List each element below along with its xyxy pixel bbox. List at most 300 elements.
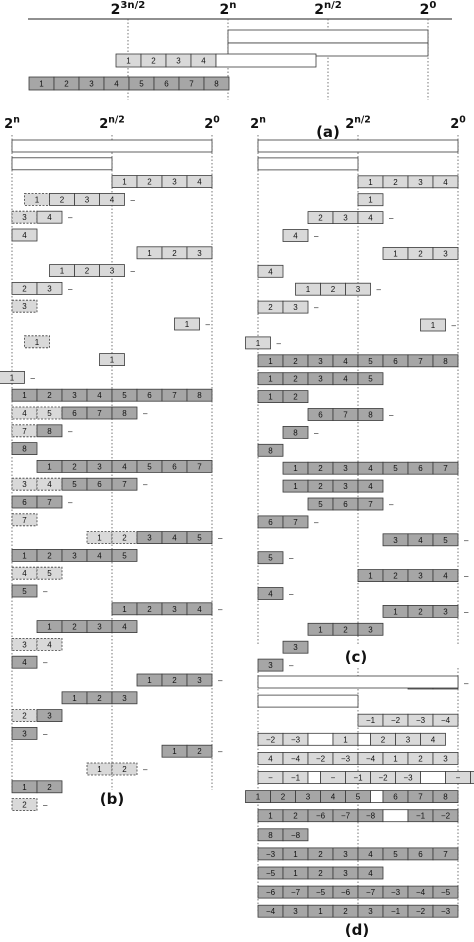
panel-a-header-0: $2^{3n/2}$ [110, 0, 146, 18]
continuation-mark: – [143, 480, 148, 490]
segment-cell-label: −2 [415, 907, 426, 917]
segment-cell-label: −3 [415, 716, 426, 726]
segment-cell-label: 3 [443, 754, 448, 764]
segment-cell-label: 8 [268, 446, 273, 456]
segment-cell-label: 7 [197, 462, 202, 472]
panel-b-header-0: 2$^n$ [4, 114, 20, 132]
panel-b-header-2: $2^0$ [204, 114, 220, 132]
segment-cell-label: 6 [72, 409, 77, 418]
open-range-box [358, 733, 371, 745]
segment-cell-label: 3 [418, 571, 423, 581]
segment-cell-label: 3 [172, 177, 177, 187]
continuation-mark: – [314, 428, 319, 438]
segment-cell-label: 4 [368, 869, 373, 878]
segment-cell-label: 1 [268, 356, 273, 366]
segment-cell-label: −1 [390, 907, 401, 917]
segment-cell-label: 1 [368, 177, 373, 187]
continuation-mark: – [130, 195, 135, 205]
segment-cell-label: 7 [418, 356, 423, 366]
segment-cell-label: 3 [405, 735, 411, 745]
open-range-box [383, 810, 408, 822]
continuation-mark: – [376, 285, 381, 295]
segment-cell-label: 4 [330, 792, 336, 802]
segment-cell-label: 4 [122, 622, 127, 632]
segment-cell-label: 5 [47, 409, 52, 418]
segment-cell-label: −4 [440, 716, 451, 726]
panel-c-header-0: 2$^n$ [250, 114, 266, 132]
continuation-mark: – [464, 535, 469, 545]
segment-cell-label: −6 [340, 888, 351, 898]
segment-cell-label: 4 [343, 374, 348, 384]
segment-cell-label: 1 [22, 782, 27, 792]
segment-cell-label: −4 [265, 907, 276, 917]
segment-cell-label: 1 [293, 849, 298, 859]
segment-cell-label: 4 [268, 267, 273, 277]
segment-cell-label: 7 [22, 426, 27, 436]
segment-cell-label: 1 [34, 195, 40, 205]
segment-cell-label: 2 [197, 747, 202, 757]
segment-cell-label: 1 [126, 56, 131, 66]
segment-cell-label: 2 [318, 482, 323, 492]
segment-cell-label: 1 [293, 482, 298, 492]
segment-cell-label: 4 [114, 79, 119, 89]
segment-cell-label: 4 [47, 480, 52, 490]
segment-cell-label: 2 [343, 907, 348, 917]
panel-a-header-2: $2^{n/2}$ [314, 0, 342, 18]
segment-cell-label: 8 [443, 792, 448, 802]
continuation-mark: – [30, 373, 35, 383]
segment-cell-label: −3 [403, 773, 413, 783]
segment-cell-label: 2 [293, 392, 298, 402]
segment-cell-label: 4 [22, 569, 27, 579]
segment-cell-label: 6 [147, 391, 152, 401]
segment-cell-label: 4 [293, 231, 298, 241]
segment-cell-label: 3 [109, 266, 115, 276]
continuation-mark: – [68, 284, 73, 294]
continuation-mark: – [451, 321, 456, 330]
segment-cell-label: 6 [418, 849, 423, 859]
segment-cell-label: 6 [97, 480, 102, 490]
segment-cell-label: 4 [47, 640, 52, 650]
segment-cell-label: 2 [318, 213, 323, 223]
segment-cell-label: −1 [365, 716, 376, 726]
segment-cell-label: 2 [72, 622, 77, 632]
segment-cell-label: −2 [315, 754, 326, 764]
continuation-mark: – [464, 571, 469, 581]
segment-cell-label: 2 [380, 735, 386, 745]
segment-cell-label: 1 [268, 374, 273, 384]
continuation-mark: – [314, 231, 319, 241]
segment-cell-label: 8 [268, 830, 273, 840]
continuation-mark: – [43, 658, 48, 668]
segment-cell-label: −3 [265, 849, 276, 859]
segment-cell-label: 2 [293, 374, 298, 384]
segment-cell-label: 4 [443, 571, 448, 581]
segment-cell-label: 1 [47, 622, 52, 632]
segment-cell-label: −4 [365, 754, 376, 764]
segment-cell-label: 7 [172, 391, 177, 401]
segment-cell-label: 1 [343, 735, 348, 745]
panel-a-header-1: 2$^n$ [219, 0, 237, 18]
segment-cell-label: 3 [318, 374, 323, 384]
segment-cell-label: 4 [47, 213, 52, 223]
segment-cell-label: 1 [97, 533, 102, 543]
segment-cell-label: 8 [122, 409, 127, 418]
continuation-mark: – [289, 553, 294, 563]
segment-cell-label: 4 [443, 177, 448, 187]
segment-cell-label: 7 [443, 464, 448, 474]
segment-cell-label: 8 [214, 79, 219, 89]
segment-cell-label: 3 [293, 643, 298, 653]
continuation-mark: – [464, 679, 469, 688]
segment-cell-label: 3 [84, 195, 90, 205]
segment-cell-label: 3 [22, 213, 27, 223]
segment-cell-label: 8 [22, 444, 27, 454]
segment-cell-label: −2 [265, 735, 276, 745]
segment-cell-label: 3 [305, 792, 311, 802]
continuation-mark: – [389, 410, 394, 420]
open-range-box [371, 791, 384, 803]
segment-cell-label: 3 [147, 533, 152, 543]
segment-cell-label: 4 [268, 589, 273, 599]
continuation-mark: – [68, 426, 73, 436]
segment-cell-label: −5 [265, 869, 276, 878]
segment-cell-label: 3 [343, 482, 348, 492]
segment-cell-label: 4 [22, 231, 27, 240]
segment-cell-label: 5 [22, 587, 27, 596]
segment-cell-label: 5 [139, 79, 144, 89]
segment-cell-label: 4 [197, 604, 202, 614]
segment-cell-label: 4 [368, 213, 373, 223]
segment-cell-label: 6 [268, 517, 273, 527]
segment-cell-label: 6 [172, 462, 177, 472]
segment-cell-label: 3 [443, 607, 448, 617]
segment-cell-label: 7 [122, 480, 127, 490]
segment-cell-label: 2 [268, 303, 273, 313]
segment-cell-label: 1 [393, 249, 398, 259]
segment-cell-label: 1 [109, 355, 115, 365]
segment-cell-label: −5 [315, 888, 326, 898]
segment-cell-label: 1 [368, 195, 373, 205]
segment-cell-label: 7 [22, 515, 27, 525]
segment-cell-label: 1 [268, 392, 273, 402]
segment-cell-label: 1 [293, 464, 298, 474]
continuation-mark: – [289, 661, 294, 671]
panel-b-header-1: $2^{n/2}$ [99, 114, 125, 132]
segment-cell-label: 1 [268, 811, 273, 821]
segment-cell-label: 5 [72, 480, 77, 490]
segment-cell-label: 8 [293, 428, 298, 438]
continuation-mark: – [314, 303, 319, 313]
open-range-box [258, 140, 458, 152]
segment-cell-label: 1 [368, 571, 373, 581]
segment-cell-label: 4 [368, 849, 373, 859]
segment-cell-label: −3 [390, 888, 401, 898]
segment-cell-label: 2 [47, 551, 52, 561]
segment-cell-label: − [330, 773, 336, 783]
segment-cell-label: 4 [97, 391, 102, 401]
segment-cell-label: 1 [318, 907, 323, 917]
segment-cell-label: 2 [393, 177, 398, 187]
continuation-mark: – [205, 320, 210, 329]
segment-cell-label: 3 [89, 79, 94, 89]
open-range-box [258, 676, 458, 688]
segment-cell-label: −8 [290, 830, 301, 840]
segment-cell-label: 3 [443, 249, 448, 259]
segment-cell-label: 6 [343, 500, 348, 509]
segment-cell-label: −2 [390, 716, 401, 726]
continuation-mark: – [143, 765, 148, 774]
segment-cell-label: 5 [47, 569, 52, 579]
segment-cell-label: 1 [147, 676, 152, 685]
segment-cell-label: 1 [59, 266, 65, 276]
segment-cell-label: 5 [268, 553, 273, 563]
segment-cell-label: 7 [189, 79, 194, 89]
segment-cell-label: 6 [318, 410, 323, 420]
open-range-box [228, 30, 428, 43]
segment-cell-label: 4 [418, 535, 423, 545]
segment-cell-label: 7 [97, 409, 102, 418]
segment-cell-label: 1 [147, 248, 152, 258]
continuation-mark: – [464, 607, 469, 617]
segment-cell-label: −1 [353, 773, 363, 783]
segment-cell-label: 1 [34, 337, 40, 347]
segment-cell-label: 5 [197, 533, 202, 543]
open-range-box [308, 733, 333, 745]
segment-cell-label: 2 [22, 711, 27, 721]
open-range-box [308, 772, 321, 784]
continuation-mark: – [218, 533, 223, 543]
segment-cell-label: 1 [172, 747, 177, 757]
continuation-mark: – [218, 747, 223, 757]
panel-b-label: (b) [99, 790, 125, 808]
segment-cell-label: 5 [318, 500, 323, 509]
segment-cell-label: 1 [184, 320, 190, 329]
continuation-mark: – [68, 213, 73, 223]
segment-cell-label: 2 [418, 249, 423, 259]
segment-cell-label: 2 [418, 607, 423, 617]
segment-cell-label: 2 [22, 800, 27, 810]
segment-cell-label: 1 [122, 604, 127, 614]
segment-cell-label: 3 [418, 177, 423, 187]
segment-cell-label: 4 [22, 409, 27, 418]
segment-cell-label: − [268, 773, 273, 783]
segment-cell-label: 2 [64, 79, 69, 89]
segment-cell-label: 7 [368, 500, 373, 509]
segment-cell-label: 2 [318, 849, 323, 859]
open-range-box [12, 158, 112, 170]
segment-cell-label: 6 [393, 792, 398, 802]
continuation-mark: – [43, 729, 48, 739]
segment-cell-label: 3 [318, 356, 323, 366]
continuation-mark: – [43, 800, 48, 810]
segment-cell-label: 1 [393, 754, 398, 764]
segment-cell-label: 2 [172, 248, 177, 258]
continuation-mark: – [389, 500, 394, 509]
segment-cell-label: −4 [290, 754, 301, 764]
segment-cell-label: 3 [22, 480, 27, 490]
segment-cell-label: 4 [22, 658, 27, 668]
segment-cell-label: 6 [164, 79, 169, 89]
panel-d-label: (d) [344, 921, 370, 939]
segment-cell-label: 1 [9, 373, 15, 383]
continuation-mark: – [314, 517, 319, 527]
segment-cell-label: 1 [22, 391, 27, 401]
segment-cell-label: 3 [197, 676, 202, 685]
segment-cell-label: 3 [172, 604, 177, 614]
segment-cell-label: 1 [97, 765, 102, 774]
segment-cell-label: 3 [268, 661, 273, 671]
segment-cell-label: 4 [368, 464, 373, 474]
segment-cell-label: 5 [393, 464, 398, 474]
segment-cell-label: 2 [97, 693, 102, 703]
continuation-mark: – [218, 604, 223, 614]
segment-cell-label: 1 [255, 338, 261, 348]
segment-cell-label: 1 [305, 285, 311, 295]
continuation-mark: – [289, 589, 294, 599]
continuation-mark: – [43, 587, 48, 596]
segment-cell-label: 7 [418, 792, 423, 802]
segment-cell-label: 2 [280, 792, 286, 802]
segment-cell-label: 2 [147, 604, 152, 614]
segment-cell-label: 8 [47, 426, 52, 436]
segment-cell-label: 3 [47, 711, 52, 721]
segment-cell-label: 7 [47, 498, 52, 507]
open-range-box [258, 695, 358, 707]
segment-cell-label: 3 [355, 285, 361, 295]
segment-cell-label: 3 [343, 464, 348, 474]
segment-cell-label: 4 [197, 177, 202, 187]
segment-cell-label: 4 [430, 735, 436, 745]
segment-cell-label: −3 [290, 735, 301, 745]
panel-c-header-2: $2^0$ [450, 114, 466, 132]
segment-cell-label: 5 [368, 374, 373, 384]
segment-cell-label: 3 [197, 248, 202, 258]
segment-cell-label: −6 [265, 888, 276, 898]
continuation-mark: – [389, 213, 394, 223]
continuation-mark: – [218, 676, 223, 685]
segment-cell-label: 3 [97, 622, 102, 632]
segment-cell-label: 4 [201, 56, 206, 66]
segment-cell-label: 3 [368, 907, 373, 917]
segment-cell-label: 2 [22, 284, 27, 294]
segment-cell-label: 1 [47, 462, 52, 472]
panel-a [28, 0, 452, 100]
segment-cell-label: 2 [293, 356, 298, 366]
continuation-mark: – [143, 409, 148, 418]
segment-cell-label: 2 [147, 177, 152, 187]
segment-cell-label: 4 [109, 195, 115, 205]
segment-cell-label: 7 [343, 410, 348, 420]
segment-cell-label: −3 [340, 754, 351, 764]
segment-cell-label: 6 [22, 498, 27, 507]
segment-cell-label: 3 [97, 462, 102, 472]
segment-cell-label: −7 [290, 888, 301, 898]
segment-cell-label: 1 [393, 607, 398, 617]
segment-cell-label: 2 [318, 869, 323, 878]
panel-c-label: (c) [344, 648, 368, 666]
segment-cell-label: 3 [176, 56, 181, 66]
segment-cell-label: 3 [22, 640, 27, 650]
segment-cell-label: 2 [418, 754, 423, 764]
segment-cell-label: 1 [39, 79, 44, 89]
segment-cell-label: 8 [368, 410, 373, 420]
panel-c-header-1: $2^{n/2}$ [345, 114, 371, 132]
panel-b [0, 115, 223, 811]
segment-cell-label: 2 [84, 266, 90, 276]
segment-cell-label: 2 [172, 676, 177, 685]
segment-cell-label: 2 [122, 533, 127, 543]
segment-cell-label: 3 [393, 535, 398, 545]
segment-cell-label: 4 [97, 551, 102, 561]
segment-cell-label: 2 [72, 462, 77, 472]
segment-cell-label: 5 [393, 849, 398, 859]
segment-cell-label: 5 [147, 462, 152, 472]
segment-cell-label: 1 [430, 321, 436, 330]
open-range-box [258, 158, 358, 170]
panel-a-label: (a) [316, 123, 340, 141]
segment-cell-label: 4 [268, 754, 273, 764]
segment-cell-label: 4 [368, 482, 373, 492]
segment-cell-label: 3 [122, 693, 127, 703]
segment-cell-label: 1 [293, 869, 298, 878]
segment-cell-label: −1 [415, 811, 426, 821]
segment-cell-label: 7 [443, 849, 448, 859]
segment-cell-label: −3 [440, 907, 451, 917]
segment-cell-label: −4 [415, 888, 426, 898]
segment-cell-label: 3 [22, 302, 27, 312]
segment-cell-label: 2 [293, 811, 298, 821]
panel-c [246, 115, 470, 689]
segment-cell-label: 2 [330, 285, 336, 295]
segment-cell-label: − [455, 773, 461, 783]
segment-cell-label: 8 [443, 356, 448, 366]
segment-cell-label: 1 [72, 693, 77, 703]
segment-cell-label: −2 [378, 773, 388, 783]
segment-cell-label: 1 [122, 177, 127, 187]
segment-cell-label: −7 [340, 811, 351, 821]
segment-cell-label: 3 [343, 849, 348, 859]
open-range-box [12, 140, 212, 152]
segment-cell-label: 6 [393, 356, 398, 366]
segment-cell-label: 1 [255, 792, 261, 802]
segment-cell-label: −1 [290, 773, 301, 783]
segment-cell-label: 5 [355, 792, 361, 802]
segment-cell-label: −8 [365, 811, 376, 821]
segment-cell-label: −5 [440, 888, 451, 898]
segment-cell-label: 8 [197, 391, 202, 401]
segment-cell-label: 4 [122, 462, 127, 472]
segment-cell-label: 3 [343, 213, 348, 223]
segment-cell-label: 2 [393, 571, 398, 581]
segment-cell [471, 772, 474, 784]
continuation-mark: – [68, 498, 73, 507]
segment-cell-label: 2 [343, 625, 348, 635]
segment-cell-label: 5 [122, 551, 127, 561]
segment-cell-label: 3 [293, 303, 298, 313]
segment-cell-label: 4 [172, 533, 177, 543]
segment-cell-label: 5 [368, 356, 373, 366]
segment-cell-label: 4 [343, 356, 348, 366]
segment-cell-label: 5 [122, 391, 127, 401]
segment-cell-label: 1 [318, 625, 323, 635]
segment-cell-label: 3 [72, 391, 77, 401]
segment-cell-label: −7 [365, 888, 376, 898]
continuation-mark: – [130, 266, 135, 276]
open-range-box [421, 772, 446, 784]
segment-cell-label: 3 [368, 625, 373, 635]
panel-d [246, 668, 474, 917]
